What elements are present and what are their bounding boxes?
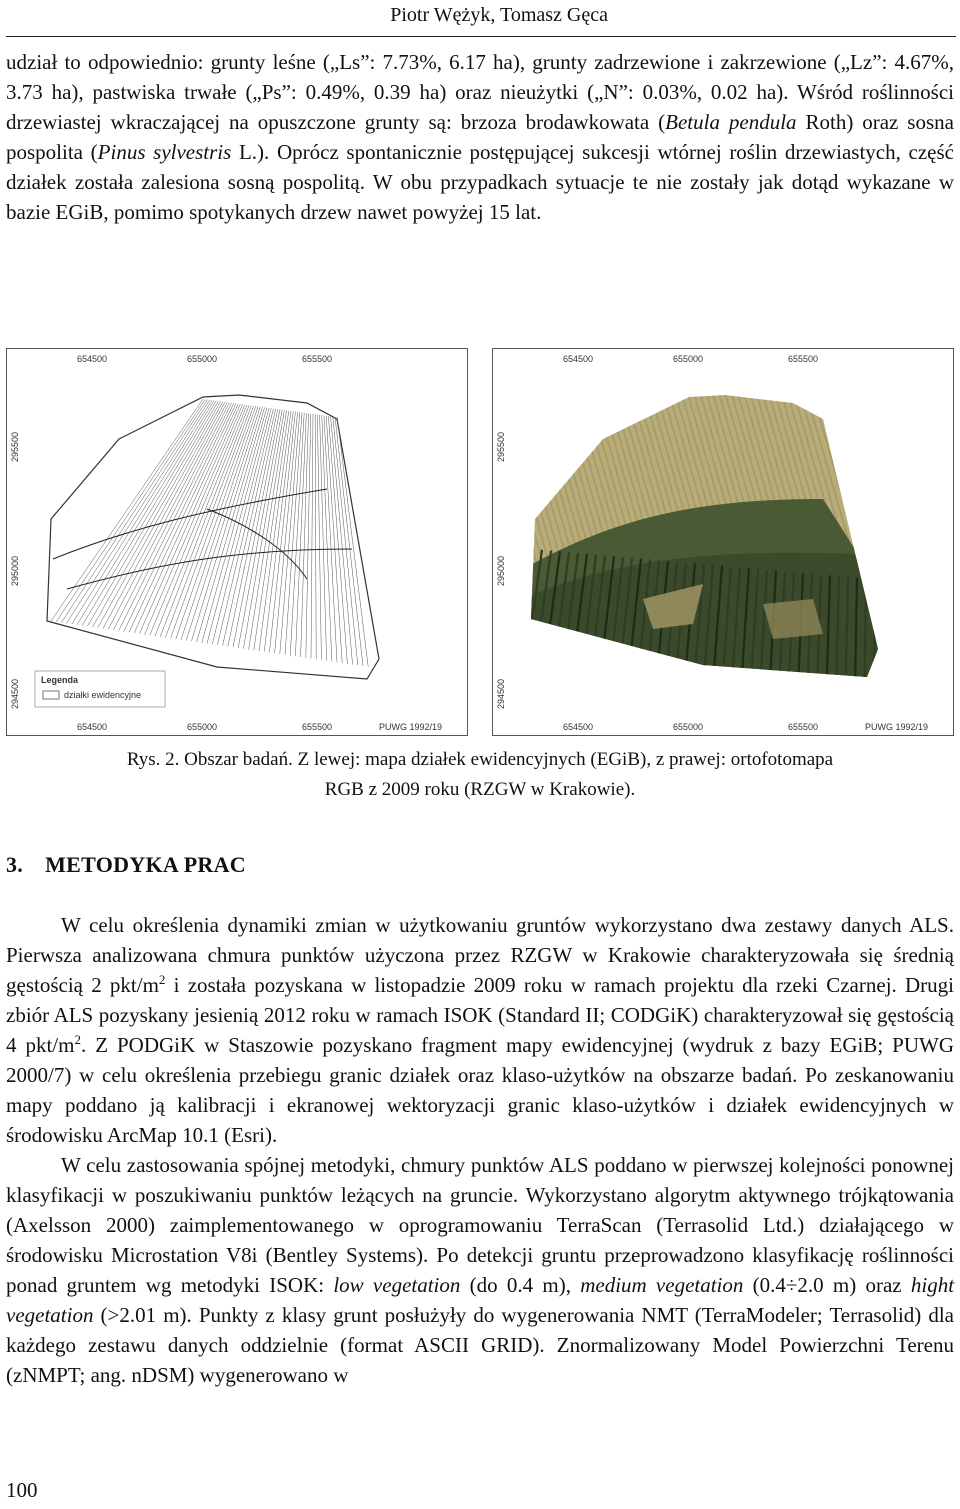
body-paragraph-segment: (0.4÷2.0 m) oraz (743, 1273, 911, 1297)
parcel-line (874, 579, 875, 689)
x-tick-label: 655500 (301, 722, 333, 732)
y-tick-label: 294500 (496, 678, 506, 710)
body-paragraph-segment: medium vegetation (580, 1273, 744, 1297)
body-paragraph-1 (6, 910, 954, 1150)
section-number: 3. (6, 852, 24, 877)
parcel-lines (47, 395, 379, 679)
study-area-outline (47, 395, 379, 679)
header-rule (6, 36, 956, 37)
body-paragraph-2 (6, 1150, 954, 1390)
parcel-line (884, 580, 885, 689)
body-text (6, 910, 954, 1390)
body-paragraph-segment: i została pozyskana w listopadzie 2009 roku w ramach projektu dla rzeki Czarnej. Drugi zbiór ALS pozyskany jesienią 2012 roku w ramach ISOK (Standard II; CODGiK) charakteryzował się gęstością 4 pkt/m (6, 973, 954, 1057)
legend-item: działki ewidencyjne (64, 690, 142, 700)
top-paragraph (6, 47, 954, 227)
x-tick-label: 655500 (787, 722, 819, 732)
page-number: 100 (6, 1478, 38, 1502)
body-paragraph-segment: 2 (158, 972, 166, 987)
figure-caption: Rys. 2. Obszar badań. Z lewej: mapa działek ewidencyjnych (EGiB), z prawej: ortofotomapa RGB z 2009 roku (RZGW w Krakowie). (126, 749, 834, 800)
top-paragraph-segment: Betula pendula (665, 110, 797, 134)
orthophoto-map (493, 349, 955, 737)
x-tick-label: 654500 (76, 354, 108, 364)
orthophoto-image (493, 349, 955, 737)
parcel-line (865, 579, 867, 689)
x-tick-label: 655000 (672, 354, 704, 364)
top-paragraph-segment: udział to odpowiednio: grunty leśne („Ls”: 7.73%, 6.17 ha), grunty zadrzewione i zakrzewione („Lz”: 4.67%, 3.73 ha), pastwiska trwałe („Ps”: 0.49%, 0.39 ha) oraz nieużytki („N”: 0.03%, 0.02 ha). Wśród roślinności drzewiastej wkraczającej na opuszczone grunty są: brzoza brodawkowata ( (6, 50, 954, 134)
legend-swatch (43, 691, 59, 699)
parcel-map-panel (6, 348, 468, 736)
paragraph-text (6, 47, 954, 227)
body-paragraph-segment: W celu zastosowania spójnej metodyki, chmury punktów ALS poddano w pierwszej kolejności ponownej klasyfikacji w poszukiwaniu punktów leżących na gruncie. Wykorzystano algorytm aktywnego trójkątowania (Axelsson 2000) zaimplementowanego w oprogramowaniu TerraScan (Terrasolid Ltd.) działającego w środowisku Microstation V8i (Bentley Systems). Po detekcji gruntu przeprowadzono klasyfikację roślinności ponad gruntem wg metodyki ISOK: (6, 1153, 954, 1297)
top-paragraph-segment: Roth) oraz sosna pospolita ( (6, 110, 954, 164)
y-tick-label: 294500 (10, 678, 20, 710)
section-title: METODYKA PRAC (45, 852, 246, 877)
y-tick-label: 295500 (10, 431, 20, 463)
body-paragraph-segment: 2 (74, 1032, 81, 1047)
y-tick-label: 295000 (496, 555, 506, 587)
parcel-line (513, 549, 533, 689)
body-paragraph-segment: . Z PODGiK w Staszowie pozyskano fragment mapy ewidencyjnej (wydruk z bazy EGiB; PUWG 2000/7) w celu określenia przebiegu granic działek oraz klaso-użytków na obszarze badań. Po zeskanowaniu mapy poddano ją kalibracji i ekranowej wektoryzacji granic klaso-użytków i działek ewidencyjnych w środowisku ArcMap 10.1 (Esri). (6, 1033, 954, 1147)
crs-label-right: PUWG 1992/19 (865, 722, 929, 732)
x-tick-label: 655000 (672, 722, 704, 732)
x-tick-label: 655000 (186, 354, 218, 364)
section-heading (6, 852, 246, 878)
crs-label: PUWG 1992/19 (379, 722, 443, 732)
body-paragraph-segment: low vegetation (333, 1273, 461, 1297)
top-paragraph-segment: Pinus sylvestris (97, 140, 232, 164)
x-tick-label: 654500 (76, 722, 108, 732)
body-paragraph-segment: (>2.01 m). Punkty z klasy grunt posłużyły do wygenerowania NMT (TerraModeler; Terrasolid) dla każdego zestawu danych oddzielnie (format ASCII GRID). Znormalizowany Model Powierzchni Terenu (zNMPT; ang. nDSM) wygenerowano w (6, 1303, 954, 1387)
x-tick-label: 655000 (186, 722, 218, 732)
top-paragraph-segment: L.). Oprócz spontanicznie postępującej sukcesji wtórnej roślin drzewiastych, część działek została zalesiona sosną pospolitą. W obu przypadkach sytuacje te nie zostały jak dotąd wykazane w bazie EGiB, pomimo spotykanych drzew nawet powyżej 15 lat. (6, 140, 954, 224)
x-tick-label: 654500 (562, 722, 594, 732)
legend-box (35, 671, 165, 707)
body-paragraph-segment: hight vegetation (6, 1273, 955, 1327)
running-header: Piotr Wężyk, Tomasz Gęca (390, 4, 608, 26)
orthophoto-panel (492, 348, 954, 736)
x-tick-label: 655500 (787, 354, 819, 364)
x-tick-label: 655500 (301, 354, 333, 364)
body-paragraph-segment: W celu określenia dynamiki zmian w użytkowaniu gruntów wykorzystano dwa zestawy danych ALS. Pierwsza analizowana chmura punktów użyczona przez RZGW w Krakowie charakteryzowała się średnią gęstością 2 pkt/m (6, 913, 954, 997)
parcel-map (7, 349, 469, 737)
y-tick-label: 295000 (10, 555, 20, 587)
y-tick-label: 295500 (496, 431, 506, 463)
body-paragraph-segment: (do 0.4 m), (460, 1273, 581, 1297)
x-tick-label: 654500 (562, 354, 594, 364)
legend-title: Legenda (41, 675, 79, 685)
